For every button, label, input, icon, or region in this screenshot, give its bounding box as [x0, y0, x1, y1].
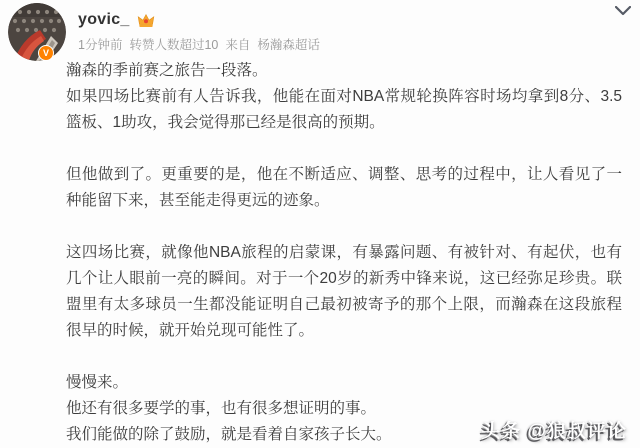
body-line: 但他做到了。更重要的是，他在不断适应、调整、思考的过程中，让人看见了一种能留下来，甚至能走得更远的迹象。	[66, 166, 622, 209]
source-prefix: 来自	[225, 38, 251, 52]
body-line: 这四场比赛，就像他NBA旅程的启蒙课，有暴露问题、有被针对、有起伏，也有几个让人眼前一亮的瞬间。对于一个20岁的新秀中锋来说，这已经弥足珍贵。联盟里有太多球员一生都没能证明自己最初被寄予的那个上限，而瀚森在这段旅程很早的时候，就开始兑现可能性了。	[66, 244, 622, 339]
post-meta	[78, 35, 320, 53]
avatar-image	[8, 3, 66, 61]
body-line: 他还有很多要学的事，也有很多想证明的事。	[66, 400, 377, 417]
header-text	[78, 3, 320, 53]
post-header	[8, 3, 320, 61]
paragraph-2	[66, 162, 622, 214]
avatar[interactable]	[8, 3, 66, 61]
toutiao-watermark: 头条 @狼叔评论	[481, 421, 627, 442]
body-line: 我们能做的除了鼓励，就是看着自家孩子长大。	[66, 426, 392, 443]
body-line: 如果四场比赛前有人告诉我，他能在面对NBA常规轮换阵容时场均拿到8分、3.5篮板、1助攻，我会觉得那已经是很高的预期。	[66, 88, 622, 131]
chevron-down-icon[interactable]	[613, 3, 633, 19]
verified-letter: V	[42, 47, 49, 58]
post-time: 1分钟前	[78, 38, 123, 52]
username[interactable]: yovic_	[78, 11, 130, 28]
body-line: 瀚森的季前赛之旅告一段落。	[66, 62, 268, 79]
paragraph-1	[66, 58, 622, 136]
body-line: 慢慢来。	[66, 374, 129, 391]
verified-badge-icon	[38, 45, 54, 61]
paragraph-3	[66, 240, 622, 344]
post-body	[66, 58, 622, 448]
repost-like-count: 转赞人数超过10	[129, 38, 219, 52]
vip-crown-icon	[137, 13, 155, 28]
post-source-supertopic[interactable]: 杨瀚森超话	[257, 38, 320, 52]
